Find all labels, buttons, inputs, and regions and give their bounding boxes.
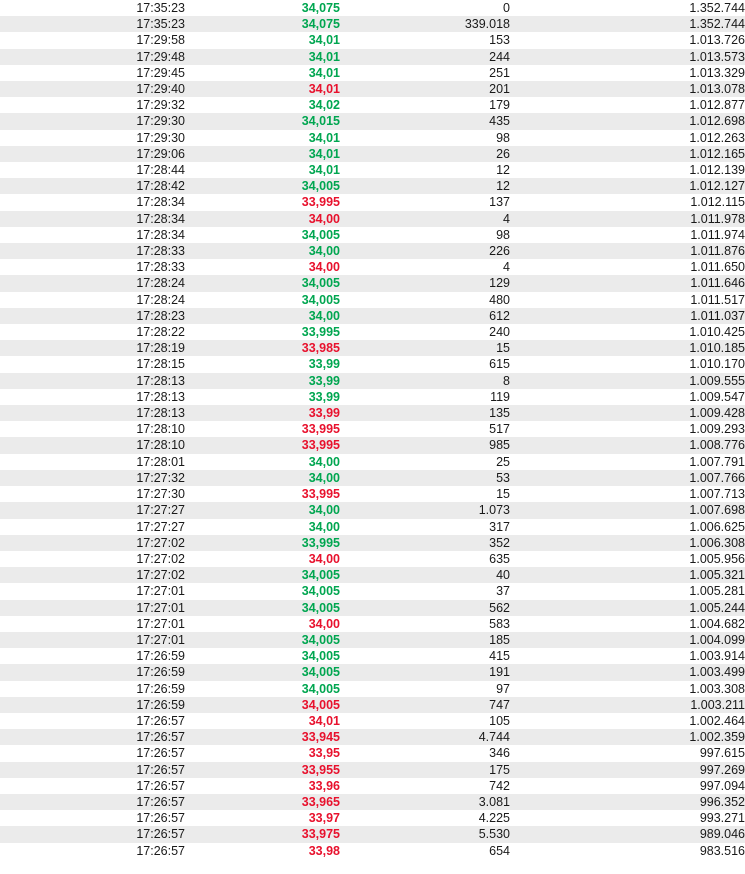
trade-price-cell: 34,01 [185,162,340,178]
trade-time-cell: 17:26:57 [0,810,185,826]
trade-time-cell: 17:29:32 [0,97,185,113]
trade-price-cell: 34,00 [185,259,340,275]
trade-price-cell: 34,005 [185,275,340,291]
trade-cumulative-cell: 1.013.726 [510,32,745,48]
trade-time-cell: 17:29:45 [0,65,185,81]
table-row[interactable] [0,65,745,81]
trade-price-cell: 33,99 [185,389,340,405]
trade-price-cell: 33,975 [185,826,340,842]
trade-cumulative-cell: 1.002.464 [510,713,745,729]
trade-cumulative-cell: 1.012.877 [510,97,745,113]
trade-cumulative-cell: 1.352.744 [510,16,745,32]
trade-cumulative-cell: 1.009.547 [510,389,745,405]
table-row[interactable] [0,454,745,470]
trade-volume-cell: 3.081 [340,794,510,810]
trade-cumulative-cell: 989.046 [510,826,745,842]
trade-cumulative-cell: 1.011.974 [510,227,745,243]
trade-cumulative-cell: 1.011.650 [510,259,745,275]
trade-volume-cell: 4 [340,259,510,275]
trade-volume-cell: 635 [340,551,510,567]
trade-cumulative-cell: 1.013.078 [510,81,745,97]
table-row[interactable] [0,648,745,664]
trade-time-cell: 17:35:23 [0,16,185,32]
trade-cumulative-cell: 1.005.281 [510,583,745,599]
table-row[interactable] [0,713,745,729]
trade-cumulative-cell: 1.012.139 [510,162,745,178]
table-row[interactable] [0,664,745,680]
trade-volume-cell: 105 [340,713,510,729]
trade-cumulative-cell: 1.010.170 [510,356,745,372]
trade-cumulative-cell: 1.012.115 [510,194,745,210]
trade-price-cell: 34,00 [185,502,340,518]
table-row[interactable] [0,340,745,356]
table-row[interactable] [0,227,745,243]
trade-volume-cell: 179 [340,97,510,113]
table-row[interactable] [0,843,745,859]
trade-time-cell: 17:27:02 [0,551,185,567]
trade-price-cell: 34,00 [185,470,340,486]
trade-time-cell: 17:28:42 [0,178,185,194]
trade-price-cell: 34,005 [185,681,340,697]
trade-time-cell: 17:29:58 [0,32,185,48]
table-row[interactable] [0,356,745,372]
trade-price-cell: 34,00 [185,243,340,259]
trade-volume-cell: 1.073 [340,502,510,518]
trade-volume-cell: 251 [340,65,510,81]
table-row[interactable] [0,389,745,405]
table-row[interactable] [0,32,745,48]
trade-price-cell: 34,00 [185,211,340,227]
table-row[interactable] [0,502,745,518]
table-row[interactable] [0,373,745,389]
trade-time-cell: 17:26:59 [0,681,185,697]
trade-time-cell: 17:35:23 [0,0,185,16]
trade-cumulative-cell: 1.012.127 [510,178,745,194]
trade-time-cell: 17:29:06 [0,146,185,162]
trade-cumulative-cell: 1.009.428 [510,405,745,421]
trade-time-cell: 17:28:19 [0,340,185,356]
trade-price-cell: 34,01 [185,65,340,81]
trade-price-cell: 34,005 [185,632,340,648]
trade-time-cell: 17:26:57 [0,778,185,794]
trade-volume-cell: 562 [340,600,510,616]
trade-price-cell: 33,995 [185,194,340,210]
trade-time-cell: 17:29:30 [0,113,185,129]
trade-price-cell: 34,005 [185,178,340,194]
trade-cumulative-cell: 996.352 [510,794,745,810]
trade-cumulative-cell: 1.002.359 [510,729,745,745]
table-row[interactable] [0,421,745,437]
trade-volume-cell: 244 [340,49,510,65]
table-row[interactable] [0,762,745,778]
trade-cumulative-cell: 1.007.713 [510,486,745,502]
table-row[interactable] [0,275,745,291]
trade-volume-cell: 612 [340,308,510,324]
table-row[interactable] [0,259,745,275]
trade-time-cell: 17:26:57 [0,745,185,761]
trade-time-cell: 17:28:23 [0,308,185,324]
trade-volume-cell: 191 [340,664,510,680]
table-row[interactable] [0,697,745,713]
trade-volume-cell: 415 [340,648,510,664]
trade-price-cell: 34,01 [185,713,340,729]
trade-cumulative-cell: 1.012.263 [510,130,745,146]
trade-volume-cell: 346 [340,745,510,761]
trade-volume-cell: 97 [340,681,510,697]
trade-volume-cell: 985 [340,437,510,453]
trade-price-cell: 33,945 [185,729,340,745]
trade-cumulative-cell: 1.011.978 [510,211,745,227]
trade-time-cell: 17:29:40 [0,81,185,97]
trade-volume-cell: 98 [340,130,510,146]
trade-price-cell: 34,075 [185,0,340,16]
trade-price-cell: 34,02 [185,97,340,113]
trade-volume-cell: 517 [340,421,510,437]
trade-cumulative-cell: 1.006.308 [510,535,745,551]
trade-time-cell: 17:27:02 [0,535,185,551]
trade-volume-cell: 480 [340,292,510,308]
trade-price-cell: 34,00 [185,308,340,324]
trade-cumulative-cell: 1.003.211 [510,697,745,713]
trade-volume-cell: 37 [340,583,510,599]
trade-cumulative-cell: 993.271 [510,810,745,826]
table-row[interactable] [0,405,745,421]
table-row[interactable] [0,178,745,194]
trade-volume-cell: 175 [340,762,510,778]
trade-volume-cell: 317 [340,519,510,535]
table-row[interactable] [0,519,745,535]
table-row[interactable] [0,745,745,761]
trade-time-cell: 17:28:22 [0,324,185,340]
trade-cumulative-cell: 1.003.914 [510,648,745,664]
table-row[interactable] [0,600,745,616]
trade-price-cell: 34,00 [185,454,340,470]
trade-time-cell: 17:28:15 [0,356,185,372]
trade-price-cell: 33,955 [185,762,340,778]
trade-volume-cell: 742 [340,778,510,794]
table-row[interactable] [0,535,745,551]
table-row[interactable] [0,81,745,97]
trade-volume-cell: 15 [340,486,510,502]
trade-price-cell: 34,01 [185,81,340,97]
trade-volume-cell: 654 [340,843,510,859]
table-row[interactable] [0,583,745,599]
trade-volume-cell: 8 [340,373,510,389]
trade-volume-cell: 5.530 [340,826,510,842]
trade-price-cell: 34,01 [185,130,340,146]
trade-volume-cell: 129 [340,275,510,291]
trade-cumulative-cell: 1.005.321 [510,567,745,583]
trade-cumulative-cell: 997.615 [510,745,745,761]
trade-time-cell: 17:28:34 [0,211,185,227]
trade-time-cell: 17:26:59 [0,697,185,713]
trade-cumulative-cell: 1.004.099 [510,632,745,648]
table-row[interactable] [0,308,745,324]
trade-price-cell: 34,005 [185,583,340,599]
trade-cumulative-cell: 1.007.698 [510,502,745,518]
trade-time-cell: 17:28:33 [0,243,185,259]
trade-time-cell: 17:27:30 [0,486,185,502]
trade-price-cell: 34,005 [185,664,340,680]
table-row[interactable] [0,826,745,842]
trade-cumulative-cell: 1.011.876 [510,243,745,259]
table-row[interactable] [0,0,745,16]
trade-volume-cell: 0 [340,0,510,16]
trade-cumulative-cell: 1.009.555 [510,373,745,389]
trade-volume-cell: 15 [340,340,510,356]
trade-cumulative-cell: 1.013.329 [510,65,745,81]
trade-price-cell: 33,995 [185,437,340,453]
trade-volume-cell: 53 [340,470,510,486]
trade-price-cell: 34,005 [185,292,340,308]
trade-time-cell: 17:27:27 [0,502,185,518]
trade-cumulative-cell: 1.011.646 [510,275,745,291]
trade-cumulative-cell: 1.008.776 [510,437,745,453]
trade-volume-cell: 4.744 [340,729,510,745]
trade-time-cell: 17:28:10 [0,421,185,437]
trade-time-cell: 17:29:30 [0,130,185,146]
trade-cumulative-cell: 983.516 [510,843,745,859]
table-row[interactable] [0,243,745,259]
trade-volume-cell: 615 [340,356,510,372]
trade-volume-cell: 26 [340,146,510,162]
trade-volume-cell: 240 [340,324,510,340]
trade-cumulative-cell: 1.005.956 [510,551,745,567]
trade-time-cell: 17:26:57 [0,762,185,778]
table-row[interactable] [0,681,745,697]
trade-price-cell: 34,015 [185,113,340,129]
trade-time-cell: 17:26:57 [0,843,185,859]
trade-volume-cell: 352 [340,535,510,551]
trade-volume-cell: 201 [340,81,510,97]
trade-volume-cell: 226 [340,243,510,259]
trade-time-cell: 17:29:48 [0,49,185,65]
trade-time-cell: 17:27:01 [0,632,185,648]
trade-price-cell: 33,95 [185,745,340,761]
trade-price-cell: 34,005 [185,567,340,583]
trade-volume-cell: 435 [340,113,510,129]
trade-time-cell: 17:27:27 [0,519,185,535]
table-row[interactable] [0,162,745,178]
trade-price-cell: 34,01 [185,146,340,162]
table-row[interactable] [0,486,745,502]
table-row[interactable] [0,324,745,340]
trade-time-cell: 17:27:01 [0,600,185,616]
trade-price-cell: 34,01 [185,49,340,65]
trade-price-cell: 33,96 [185,778,340,794]
trade-cumulative-cell: 1.010.185 [510,340,745,356]
trade-price-cell: 33,98 [185,843,340,859]
trade-price-cell: 33,985 [185,340,340,356]
trade-volume-cell: 4.225 [340,810,510,826]
table-row[interactable] [0,211,745,227]
table-row[interactable] [0,616,745,632]
trade-time-cell: 17:28:24 [0,275,185,291]
trade-time-cell: 17:26:59 [0,664,185,680]
trade-price-cell: 34,00 [185,519,340,535]
table-row[interactable] [0,130,745,146]
trade-volume-cell: 583 [340,616,510,632]
trade-volume-cell: 137 [340,194,510,210]
trade-time-cell: 17:28:33 [0,259,185,275]
table-row[interactable] [0,794,745,810]
trade-time-cell: 17:28:34 [0,227,185,243]
trade-price-cell: 34,00 [185,616,340,632]
trade-volume-cell: 98 [340,227,510,243]
trade-price-cell: 33,995 [185,486,340,502]
trade-cumulative-cell: 1.009.293 [510,421,745,437]
table-row[interactable] [0,567,745,583]
table-row[interactable] [0,470,745,486]
trade-cumulative-cell: 1.010.425 [510,324,745,340]
trade-price-cell: 34,00 [185,551,340,567]
table-row[interactable] [0,778,745,794]
trade-time-cell: 17:28:13 [0,405,185,421]
trade-time-cell: 17:27:01 [0,583,185,599]
trade-cumulative-cell: 1.006.625 [510,519,745,535]
table-row[interactable] [0,437,745,453]
trade-time-cell: 17:26:57 [0,826,185,842]
table-row[interactable] [0,729,745,745]
trade-volume-cell: 12 [340,162,510,178]
trade-price-cell: 33,97 [185,810,340,826]
trade-cumulative-cell: 1.007.791 [510,454,745,470]
trade-price-cell: 34,005 [185,227,340,243]
trade-cumulative-cell: 1.012.165 [510,146,745,162]
trade-volume-cell: 25 [340,454,510,470]
table-row[interactable] [0,292,745,308]
trade-time-cell: 17:28:10 [0,437,185,453]
trade-price-cell: 34,005 [185,600,340,616]
trade-time-cell: 17:27:01 [0,616,185,632]
trade-price-cell: 33,99 [185,373,340,389]
trade-time-cell: 17:27:32 [0,470,185,486]
trade-cumulative-cell: 1.003.499 [510,664,745,680]
trade-cumulative-cell: 1.011.037 [510,308,745,324]
trade-time-cell: 17:28:13 [0,389,185,405]
trade-volume-cell: 339.018 [340,16,510,32]
table-row[interactable] [0,49,745,65]
trade-time-cell: 17:27:02 [0,567,185,583]
trade-time-cell: 17:28:24 [0,292,185,308]
trade-cumulative-cell: 1.007.766 [510,470,745,486]
trade-volume-cell: 12 [340,178,510,194]
table-row[interactable] [0,113,745,129]
trade-cumulative-cell: 997.269 [510,762,745,778]
trade-price-cell: 34,005 [185,648,340,664]
table-row[interactable] [0,551,745,567]
trade-time-cell: 17:28:01 [0,454,185,470]
trade-price-cell: 33,965 [185,794,340,810]
table-row[interactable] [0,632,745,648]
trade-volume-cell: 153 [340,32,510,48]
trade-time-cell: 17:26:57 [0,729,185,745]
trade-price-cell: 34,005 [185,697,340,713]
trade-cumulative-cell: 1.005.244 [510,600,745,616]
trade-volume-cell: 40 [340,567,510,583]
trade-time-cell: 17:28:34 [0,194,185,210]
trade-price-cell: 33,995 [185,324,340,340]
trade-price-cell: 33,995 [185,421,340,437]
trade-price-cell: 33,995 [185,535,340,551]
trade-time-cell: 17:26:59 [0,648,185,664]
trade-price-cell: 33,99 [185,356,340,372]
trade-time-cell: 17:26:57 [0,794,185,810]
trade-volume-cell: 4 [340,211,510,227]
trade-time-cell: 17:28:13 [0,373,185,389]
trade-volume-cell: 119 [340,389,510,405]
trade-price-cell: 34,01 [185,32,340,48]
trade-cumulative-cell: 1.011.517 [510,292,745,308]
trade-volume-cell: 747 [340,697,510,713]
trade-cumulative-cell: 1.004.682 [510,616,745,632]
trade-cumulative-cell: 1.003.308 [510,681,745,697]
table-row[interactable] [0,97,745,113]
trade-cumulative-cell: 997.094 [510,778,745,794]
table-row[interactable] [0,194,745,210]
table-row[interactable] [0,16,745,32]
trade-cumulative-cell: 1.352.744 [510,0,745,16]
table-row[interactable] [0,810,745,826]
trade-cumulative-cell: 1.013.573 [510,49,745,65]
trade-volume-cell: 135 [340,405,510,421]
trade-price-cell: 33,99 [185,405,340,421]
trade-time-cell: 17:28:44 [0,162,185,178]
trade-price-cell: 34,075 [185,16,340,32]
trade-time-cell: 17:26:57 [0,713,185,729]
trade-cumulative-cell: 1.012.698 [510,113,745,129]
table-row[interactable] [0,146,745,162]
trade-volume-cell: 185 [340,632,510,648]
